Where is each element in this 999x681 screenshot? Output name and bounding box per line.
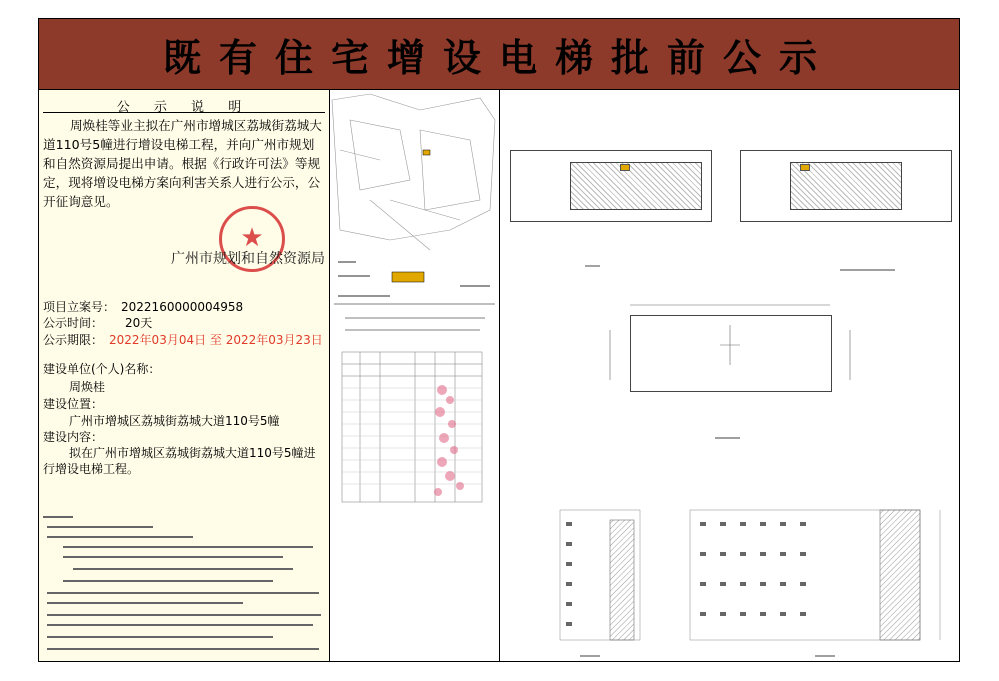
notice-body: 周焕桂等业主拟在广州市增城区荔城街荔城大道110号5幢进行增设电梯工程，并向广州市规划和自然资源局提出申请。根据《行政许可法》等规定，现将增设电梯方案向利害关系人进行公示，公开征询意见。 (43, 118, 322, 209)
seal-star-icon: ★ (240, 223, 264, 253)
issuing-authority: 广州市规划和自然资源局 (171, 251, 325, 267)
page-title: 既有住宅增设电梯批前公示 (162, 34, 835, 80)
duration-value: 20天 (125, 316, 153, 330)
period-row (43, 331, 323, 348)
title-banner (39, 19, 959, 90)
notice-heading: 公 示 说 明 (116, 100, 252, 115)
content-label: 建设内容： (43, 430, 104, 444)
location-label: 建设位置： (43, 397, 104, 411)
drawing-details (500, 90, 959, 661)
period-value: 2022年03月04日 至 2022年03月23日 (109, 333, 323, 347)
project-code-value: 2022160000004958 (121, 300, 244, 314)
drawings-panel (500, 90, 959, 661)
heading-divider (43, 112, 325, 113)
duration-label: 公示时间： (43, 316, 104, 330)
project-code-row (43, 298, 243, 315)
fine-print-notes (43, 500, 325, 656)
notice-panel (39, 90, 330, 661)
project-code-label: 项目立案号： (43, 300, 116, 314)
applicant-value: 周焕桂 (69, 380, 106, 394)
applicant-label: 建设单位(个人)名称： (43, 362, 161, 376)
duration-row (43, 314, 152, 331)
notice-board (38, 18, 960, 662)
content-value: 拟在广州市增城区荔城街荔城大道110号5幢进行增设电梯工程。 (43, 446, 316, 476)
site-plan-drawing (330, 90, 499, 661)
site-plan-panel (330, 90, 500, 661)
location-value: 广州市增城区荔城街荔城大道110号5幢 (69, 414, 280, 428)
period-label: 公示期限： (43, 333, 104, 347)
fine-print-lines (43, 511, 325, 657)
